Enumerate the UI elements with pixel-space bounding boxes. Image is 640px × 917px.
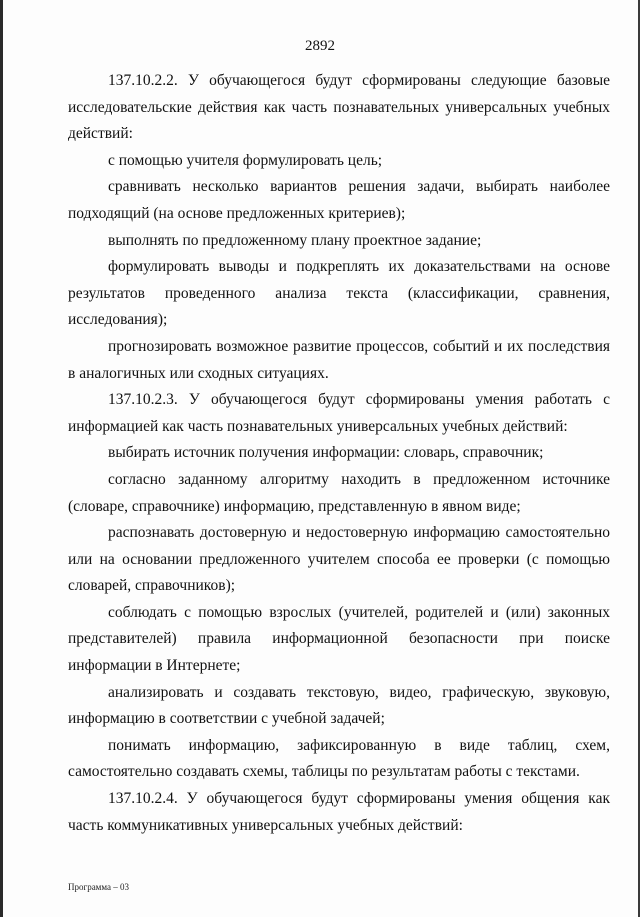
list-item-find-information: согласно заданному алгоритму находить в предложенном источнике (словаре, справочнике) информацию, представленную в явном виде; (68, 470, 610, 515)
page-number: 2892 (305, 38, 335, 54)
list-item-understand-tables: понимать информацию, зафиксированную в виде таблиц, схем, самостоятельно создавать схемы, таблицы по результатам работы с текстами. (68, 736, 610, 781)
paragraph-137-10-2-2: 137.10.2.2. У обучающегося будут сформированы следующие базовые исследовательские действия как часть познавательных универсальных учебных действий: (68, 72, 610, 143)
list-item-compare-variants: сравнивать несколько вариантов решения задачи, выбирать наиболее подходящий (на основе предложенных критериев); (68, 178, 610, 222)
scan-edge-left (0, 0, 3, 917)
list-item-predict-development: прогнозировать возможное развитие процессов, событий и их последствия в аналогичных или сходных ситуациях. (68, 337, 610, 382)
list-item-analyze-create: анализировать и создавать текстовую, видео, графическую, звуковую, информацию в соответствии с учебной задачей; (68, 683, 610, 728)
list-item-recognize-reliability: распознавать достоверную и недостоверную информацию самостоятельно или на основании предложенного учителем способа ее проверки (с помощью словарей, справочников); (68, 524, 610, 595)
list-item-formulate-goal: с помощью учителя формулировать цель; (108, 151, 383, 169)
footer-program-label: Программа – 03 (68, 882, 130, 892)
list-item-information-safety: соблюдать с помощью взрослых (учителей, родителей и (или) законных представителей) правила информационной безопасности при поиске информации в Интернете; (68, 603, 610, 675)
paragraph-137-10-2-4: 137.10.2.4. У обучающегося будут сформированы умения общения как часть коммуникативных универсальных учебных действий: (68, 790, 610, 834)
paragraph-137-10-2-3: 137.10.2.3. У обучающегося будут сформированы умения работать с информацией как часть познавательных универсальных учебных действий: (68, 391, 610, 435)
document-body (68, 68, 610, 839)
list-item-project-task: выполнять по предложенному плану проектное задание; (108, 231, 482, 249)
list-item-choose-source: выбирать источник получения информации: словарь, справочник; (108, 444, 544, 462)
list-item-formulate-conclusions: формулировать выводы и подкреплять их доказательствами на основе результатов проведенного анализа текста (классификации, сравнения, исследования); (68, 258, 610, 329)
